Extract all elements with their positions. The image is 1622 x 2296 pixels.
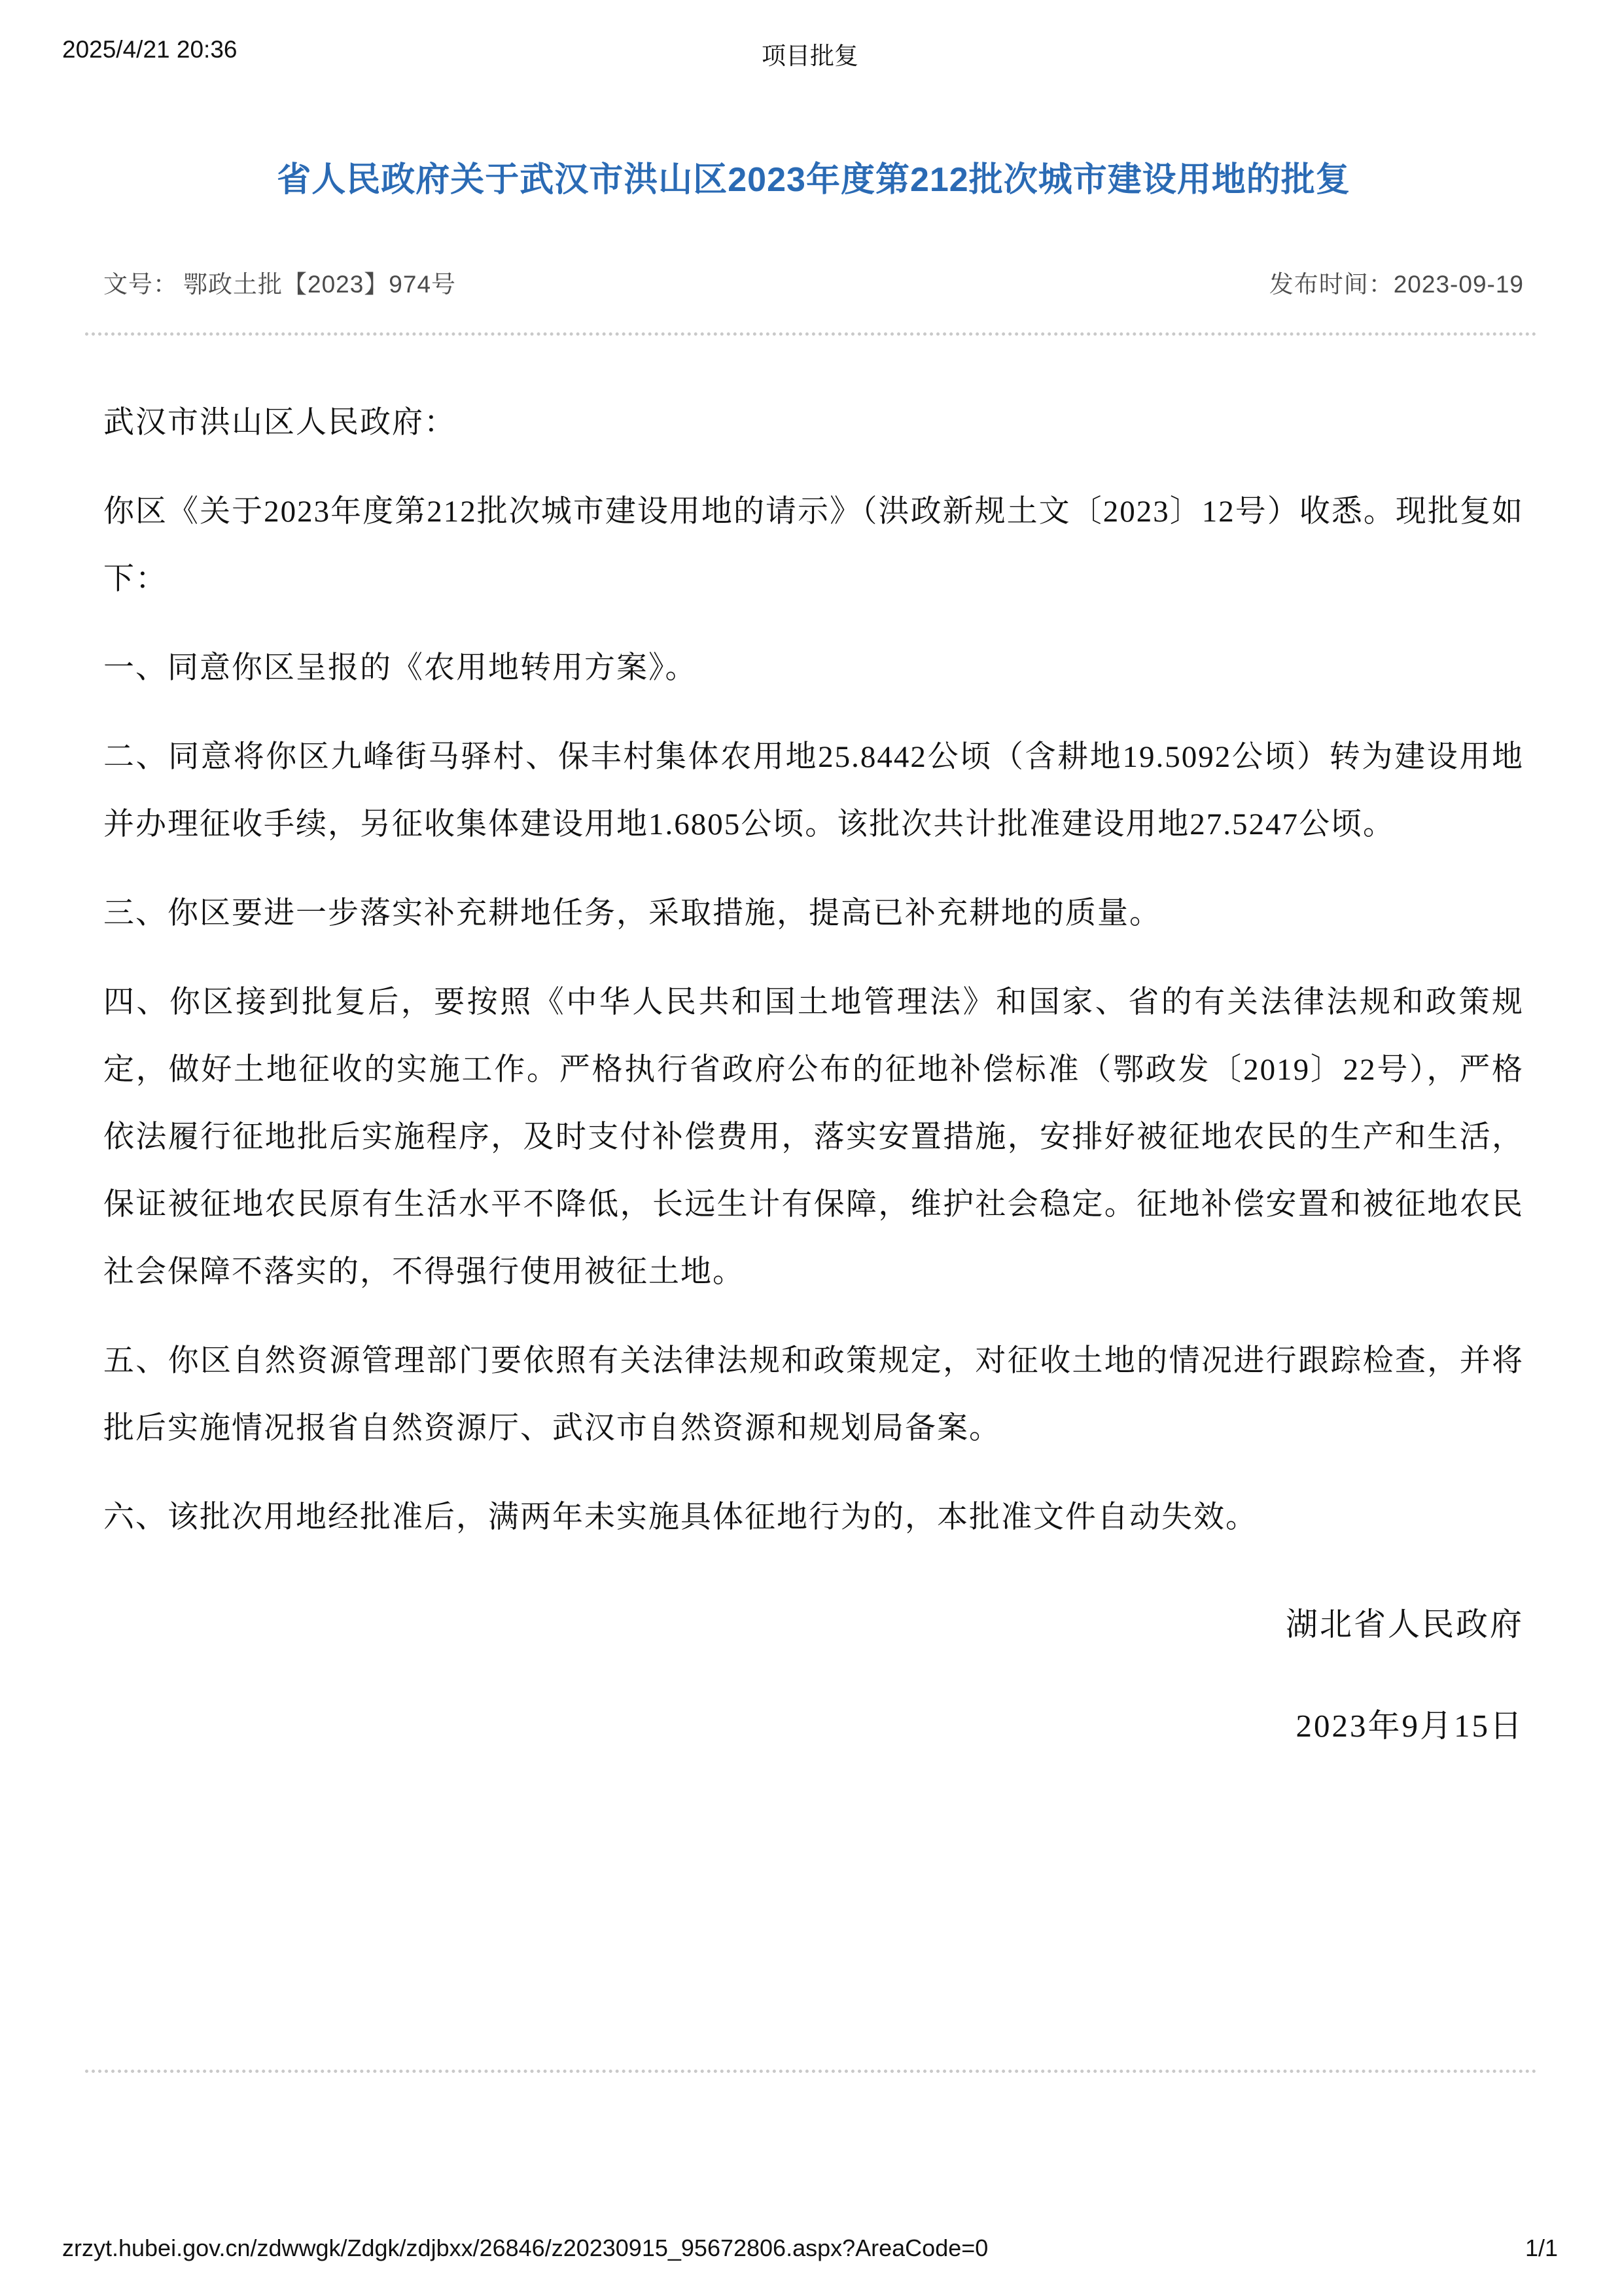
page-number: 1/1 bbox=[1525, 2234, 1558, 2261]
body-paragraph-3: 二、同意将你区九峰街马驿村、保丰村集体农用地25.8442公顷（含耕地19.5092公顷）转为建设用地并办理征收手续，另征收集体建设用地1.6805公顷。该批次共计批准建设用地27.5247公顷。 bbox=[103, 740, 1524, 841]
print-timestamp: 2025/4/21 20:36 bbox=[62, 36, 238, 63]
body-paragraph-4: 三、你区要进一步落实补充耕地任务，采取措施，提高已补充耕地的质量。 bbox=[103, 896, 1161, 930]
document-meta-row bbox=[103, 264, 1524, 300]
signature-issuer: 湖北省人民政府 bbox=[1285, 1606, 1524, 1642]
print-header bbox=[62, 36, 1558, 69]
publish-time-label: 发布时间： bbox=[1269, 271, 1394, 298]
doc-number-label: 文号： bbox=[103, 271, 178, 298]
body-paragraph-5: 四、你区接到批复后，要按照《中华人民共和国土地管理法》和国家、省的有关法律法规和政策规定，做好土地征收的实施工作。严格执行省政府公布的征地补偿标准（鄂政发〔2019〕22号），严格依法履行征地批后实施程序，及时支付补偿费用，落实安置措施，安排好被征地农民的生产和生活，保证被征地农民原有生活水平不降低，长远生计有保障，维护社会稳定。征地补偿安置和被征地农民社会保障不落实的，不得强行使用被征土地。 bbox=[103, 985, 1524, 1289]
body-paragraph-6: 五、你区自然资源管理部门要依照有关法律法规和政策规定，对征收土地的情况进行跟踪检查，并将批后实施情况报省自然资源厅、武汉市自然资源和规划局备案。 bbox=[103, 1344, 1524, 1445]
publish-time-value: 2023-09-19 bbox=[1393, 271, 1524, 298]
dotted-divider-bottom bbox=[85, 2070, 1537, 2073]
body-paragraph-7: 六、该批次用地经批准后，满两年未实施具体征地行为的，本批准文件自动失效。 bbox=[103, 1500, 1258, 1534]
doc-number-value: 鄂政土批【2023】974号 bbox=[183, 271, 457, 298]
print-context-title: 项目批复 bbox=[762, 43, 858, 69]
document-body bbox=[103, 389, 1524, 1551]
signature-block bbox=[103, 1591, 1524, 1759]
salutation: 武汉市洪山区人民政府： bbox=[103, 406, 456, 440]
print-footer bbox=[62, 2234, 1558, 2265]
dotted-divider-top bbox=[85, 332, 1537, 336]
document-title: 省人民政府关于武汉市洪山区2023年度第212批次城市建设用地的批复 bbox=[277, 161, 1350, 199]
body-paragraph-1: 你区《关于2023年度第212批次城市建设用地的请示》（洪政新规土文〔2023〕12号）收悉。现批复如下： bbox=[103, 495, 1524, 596]
doc-number bbox=[103, 264, 456, 300]
signature-date: 2023年9月15日 bbox=[1296, 1708, 1524, 1744]
body-paragraph-2: 一、同意你区呈报的《农用地转用方案》。 bbox=[103, 651, 697, 685]
source-url: zrzyt.hubei.gov.cn/zdwwgk/Zdgk/zdjbxx/26846/z20230915_95672806.aspx?AreaCode=0 bbox=[62, 2234, 989, 2261]
publish-time bbox=[1269, 264, 1524, 300]
